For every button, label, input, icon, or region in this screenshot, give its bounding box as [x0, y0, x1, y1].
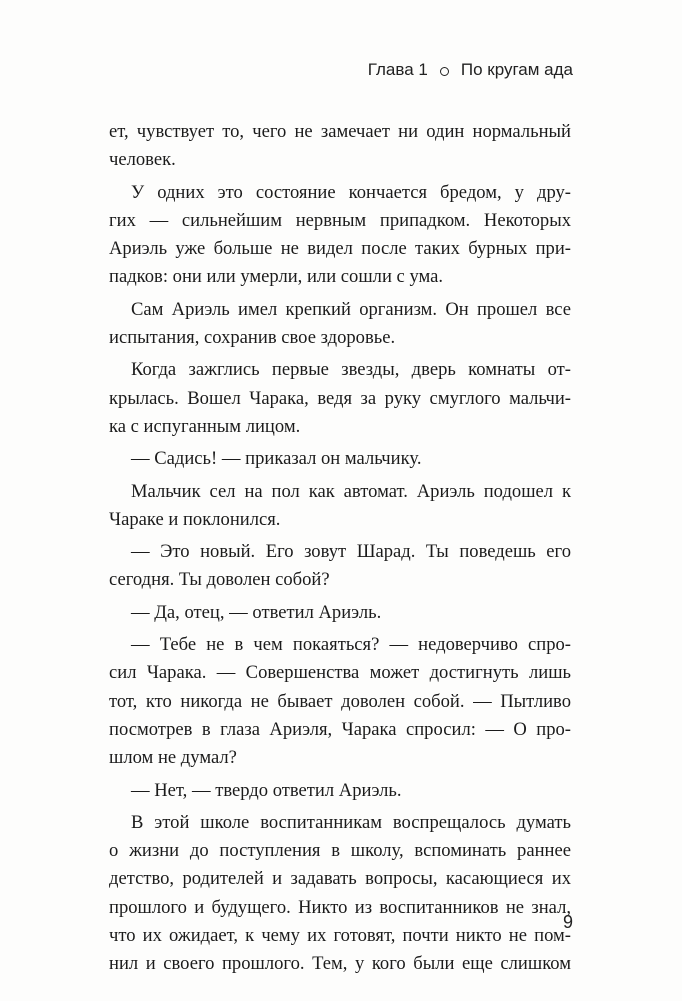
paragraph [109, 478, 571, 535]
text-line: человек. [109, 149, 176, 171]
text-line: сил Чарака. — Совершенства может достигнуть лишь [109, 662, 571, 684]
text-line: Сам Ариэль имел крепкий организм. Он прошел все [131, 298, 571, 320]
text-line: Чараке и поклонился. [109, 508, 281, 530]
text-line: — Нет, — твердо ответил Ариэль. [131, 779, 402, 801]
body-text [109, 118, 571, 979]
text-line: Когда зажглись первые звезды, дверь комнаты от- [131, 359, 571, 381]
paragraph [109, 631, 571, 772]
text-line: прошлого и будущего. Никто из воспитанников не знал, [109, 896, 571, 918]
text-line: что их ожидает, к чему их готовят, почти никто не пом- [109, 925, 571, 947]
text-line: крылась. Вошел Чарака, ведя за руку смуглого мальчи- [109, 387, 571, 409]
paragraph [109, 296, 571, 353]
text-line: — Садись! — приказал он мальчику. [131, 448, 422, 470]
text-line: Мальчик сел на пол как автомат. Ариэль подошел к [131, 480, 571, 502]
paragraph [109, 179, 571, 292]
text-line: сегодня. Ты доволен собой? [109, 569, 330, 591]
text-line: падков: они или умерли, или сошли с ума. [109, 266, 444, 288]
chapter-title: По кругам ада [460, 60, 573, 79]
text-line: детство, родителей и задавать вопросы, касающиеся их [109, 868, 571, 890]
text-line: гих — сильнейшим нервным припадком. Некоторых [109, 209, 571, 231]
chapter-label: Глава 1 [367, 60, 428, 79]
text-line: У одних это состояние кончается бредом, у дру- [131, 181, 571, 203]
text-line: нил и своего прошлого. Тем, у кого были еще слишком [109, 953, 571, 975]
text-line: тот, кто никогда не бывает доволен собой. — Пытливо [109, 690, 571, 712]
paragraph [109, 356, 571, 441]
text-line: посмотрев в глаза Ариэля, Чарака спросил: — О про- [109, 718, 571, 740]
text-line: испытания, сохранив свое здоровье. [109, 327, 396, 349]
page-number: 9 [562, 912, 573, 932]
text-line: — Да, отец, — ответил Ариэль. [131, 601, 382, 623]
paragraph [109, 538, 571, 595]
text-line: — Это новый. Его зовут Шарад. Ты поведешь его [131, 541, 571, 563]
paragraph [109, 599, 571, 627]
running-head [368, 60, 573, 80]
bullet-separator-icon [440, 67, 449, 76]
paragraph [109, 445, 571, 473]
text-line: ка с испуганным лицом. [109, 415, 301, 437]
paragraph [109, 118, 571, 175]
text-line: о жизни до поступления в школу, вспоминать раннее [109, 840, 571, 862]
text-line: шлом не думал? [109, 747, 237, 769]
text-line: — Тебе не в чем покаяться? — недоверчиво спро- [131, 634, 571, 656]
text-line: ет, чувствует то, чего не замечает ни один нормальный [109, 121, 571, 142]
paragraph [109, 809, 571, 979]
text-line: В этой школе воспитанникам воспрещалось думать [131, 811, 571, 833]
paragraph [109, 777, 571, 805]
text-line: Ариэль уже больше не видел после таких бурных при- [109, 238, 571, 260]
